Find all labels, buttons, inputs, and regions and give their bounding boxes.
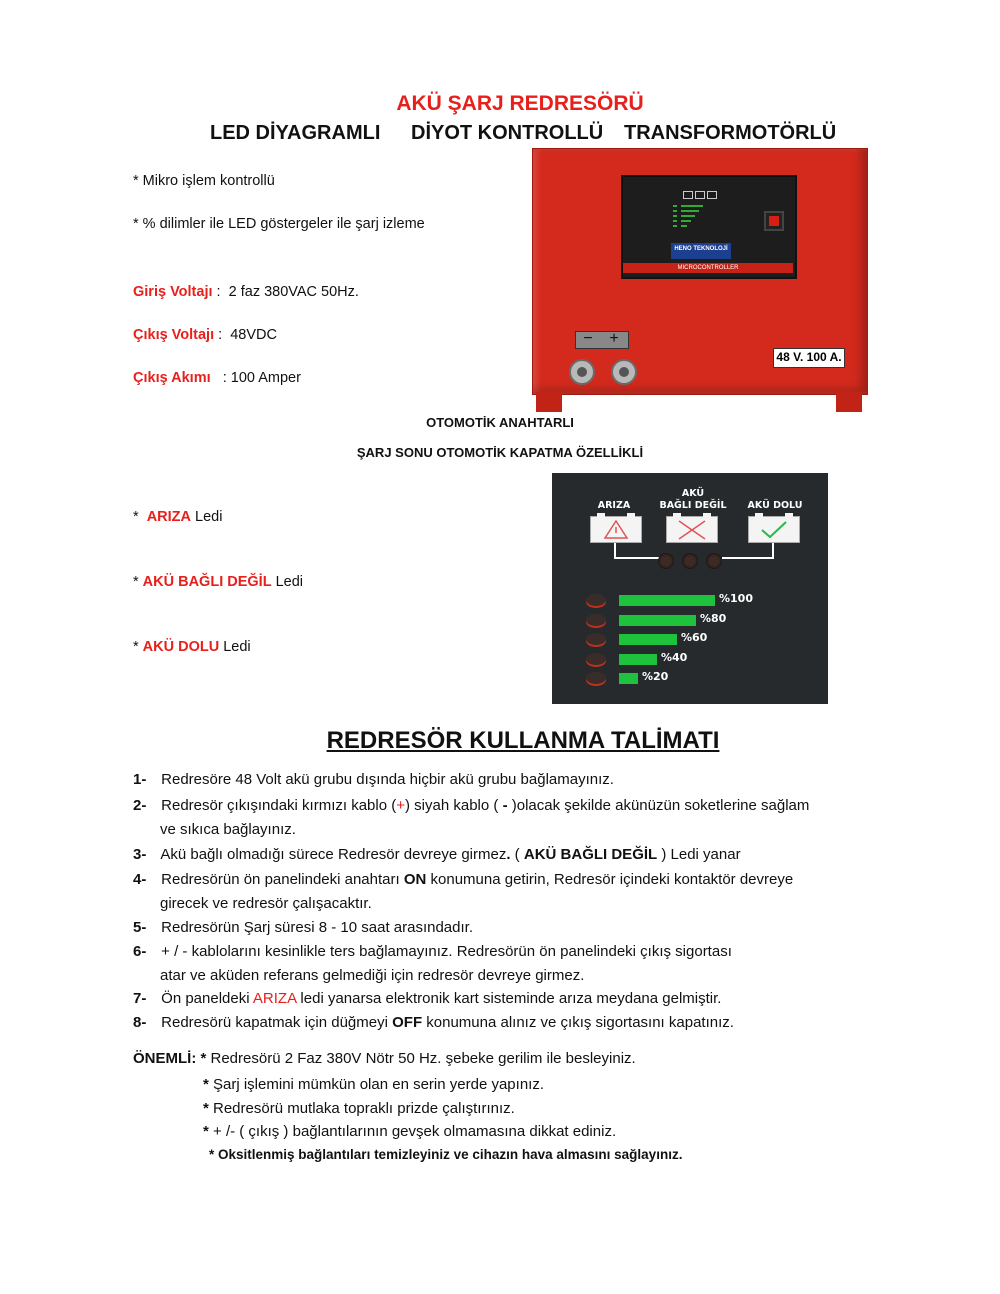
warning-icon (591, 517, 641, 542)
instruction-number: 8- (133, 1014, 147, 1031)
led-not-connected-line (133, 574, 303, 590)
panel-level-bar (681, 220, 691, 222)
instruction-text: ) Ledi yanar (657, 846, 741, 863)
panel-indicator-box (683, 191, 693, 199)
instruction-text: konumuna alınız ve çıkış sigortasını kapatınız. (422, 1014, 734, 1031)
level-led (586, 614, 606, 626)
panel-level-led (673, 210, 677, 212)
instruction-text: ( (510, 846, 524, 863)
bullet: * (196, 1050, 207, 1067)
instruction-text: ledi yanarsa elektronik kart sisteminde arıza meydana gelmiştir. (296, 990, 722, 1007)
bullet: * (209, 1147, 215, 1162)
spec-value: : 48VDC (214, 327, 277, 343)
subtitle-led: LED DİYAGRAMLI (210, 122, 381, 144)
instruction-text: konumuna getirin, Redresör içindeki kontaktör devreye (426, 871, 794, 888)
important-text: Şarj işlemini mümkün olan en serin yerde yapınız. (208, 1076, 544, 1093)
terminal-minus: − (583, 330, 593, 347)
rectifier-device-image (532, 148, 866, 414)
instruction-2 (133, 796, 809, 815)
panel-indicator-box (707, 191, 717, 199)
level-bar (619, 595, 715, 606)
subtitle-transformer: TRANSFORMOTÖRLÜ (624, 122, 837, 144)
instruction-bold: ON (403, 871, 427, 888)
spec-output-current (133, 370, 301, 386)
output-terminal (575, 331, 629, 349)
instruction-text: )olacak şekilde akünüzün soketlerine sağlam (507, 797, 810, 814)
panel-level-bar (681, 225, 687, 227)
instruction-text: Redresörü kapatmak için düğmeyi (157, 1014, 393, 1031)
brand-logo (671, 243, 731, 259)
instruction-dot: . (506, 846, 511, 863)
panel-label-strip (623, 263, 793, 273)
device-cabinet (532, 148, 868, 395)
battery-full-icon (748, 516, 800, 543)
important-line-5 (209, 1147, 682, 1162)
led-suffix: Ledi (191, 509, 223, 525)
bullet: * (133, 509, 147, 525)
level-label: %80 (700, 611, 727, 625)
instruction-5 (133, 918, 473, 937)
important-text: Oksitlenmiş bağlantıları temizleyiniz ve cihazın hava almasını sağlayınız. (214, 1147, 683, 1162)
bullet: * (133, 639, 143, 655)
instruction-text: Redresörün ön panelindeki anahtarı (157, 871, 404, 888)
instruction-3 (133, 845, 741, 864)
label-aku-dolu: AKÜ DOLU (747, 500, 803, 511)
connector-line (614, 557, 659, 559)
panel-level-bar (681, 205, 703, 207)
instruction-number: 3- (133, 846, 147, 863)
important-line-2 (203, 1076, 544, 1093)
instruction-8 (133, 1013, 734, 1032)
level-label: %40 (661, 650, 688, 664)
instruction-6-cont: atar ve aküden referans gelmediği için redresör devreye girmez. (160, 967, 585, 984)
instruction-number: 4- (133, 871, 147, 888)
panel-level-bar (681, 215, 695, 217)
instruction-number: 7- (133, 990, 147, 1007)
instruction-4-cont: girecek ve redresör çalışacaktır. (160, 895, 372, 912)
rating-plate (773, 348, 845, 368)
spec-input-voltage (133, 284, 359, 300)
auto-switch-line: OTOMOTİK ANAHTARLI (426, 415, 574, 430)
bullet: * (203, 1100, 209, 1117)
important-line-1 (133, 1050, 636, 1067)
label-bagli-degil: BAĞLI DEĞİL (659, 500, 727, 511)
battery-fault-icon (590, 516, 642, 543)
instruction-text: Akü bağlı olmadığı sürece Redresör devreye girmez (157, 846, 507, 863)
panel-label-text: MICROCONTROLLER (677, 265, 739, 271)
level-led (586, 672, 606, 684)
led-full-line (133, 639, 251, 655)
spec-label: Giriş Voltajı (133, 284, 213, 300)
important-text: Redresörü mutlaka topraklı prizde çalıştırınız. (208, 1100, 515, 1117)
instruction-6 (133, 942, 732, 961)
device-foot (836, 392, 862, 412)
spec-label: Çıkış Akımı (133, 370, 211, 386)
brand-logo-text: HENO TEKNOLOJİ (674, 246, 728, 252)
document-title: AKÜ ŞARJ REDRESÖRÜ (396, 92, 644, 115)
feature-led-indicator: * % dilimler ile LED göstergeler ile şarj izleme (133, 216, 425, 232)
instruction-text: Redresör çıkışındaki kırmızı kablo ( (157, 797, 397, 814)
led-name: AKÜ DOLU (142, 639, 220, 655)
instruction-number: 5- (133, 919, 147, 936)
spec-output-voltage (133, 327, 277, 343)
led-suffix: Ledi (271, 574, 304, 590)
spec-label: Çıkış Voltajı (133, 327, 215, 343)
panel-level-led (673, 220, 677, 222)
instruction-number: 2- (133, 797, 147, 814)
terminal-plus: + (609, 330, 619, 347)
spec-value: : 100 Amper (210, 370, 301, 386)
device-foot (536, 392, 562, 412)
instruction-1 (133, 770, 614, 789)
important-label: ÖNEMLİ: (133, 1050, 197, 1067)
level-label: %60 (681, 631, 708, 644)
spec-value: : 2 faz 380VAC 50Hz. (212, 284, 359, 300)
level-label: %100 (719, 592, 753, 605)
bullet: * (203, 1123, 209, 1140)
instruction-text: Ön paneldeki (157, 990, 253, 1007)
instruction-text: + / - kablolarını kesinlikle ters bağlamayınız. Redresörün ön panelindeki çıkış sigortası (157, 943, 732, 960)
led-name: AKÜ BAĞLI DEĞİL (142, 574, 272, 590)
level-bar (619, 634, 677, 645)
level-bar (619, 615, 696, 626)
important-line-4 (203, 1123, 616, 1140)
important-text: Redresörü 2 Faz 380V Nötr 50 Hz. şebeke gerilim ile besleyiniz. (206, 1050, 636, 1067)
label-ariza: ARIZA (597, 500, 631, 511)
instruction-7 (133, 989, 721, 1008)
level-bar (619, 673, 638, 684)
instruction-bold: OFF (392, 1014, 423, 1031)
plus-symbol: + (396, 797, 406, 814)
connector-line (722, 557, 774, 559)
cable-gland (569, 359, 595, 385)
check-icon (749, 517, 799, 542)
instruction-2-cont: ve sıkıca bağlayınız. (160, 821, 296, 838)
auto-shutoff-line: ŞARJ SONU OTOMOTİK KAPATMA ÖZELLİKLİ (356, 445, 644, 460)
panel-level-bar (681, 210, 699, 212)
bullet: * (133, 574, 143, 590)
bullet: * (203, 1076, 209, 1093)
rating-plate-text: 48 V. 100 A. (776, 350, 842, 364)
panel-indicator-box (695, 191, 705, 199)
led-suffix: Ledi (219, 639, 251, 655)
led-fault-line (133, 509, 222, 525)
instruction-text: Redresörün Şarj süresi 8 - 10 saat arasındadır. (157, 919, 473, 936)
feature-microcontroller: * Mikro işlem kontrollü (133, 173, 275, 189)
instruction-text: Redresöre 48 Volt akü grubu dışında hiçbir akü grubu bağlamayınız. (157, 771, 614, 788)
level-led (586, 653, 606, 665)
instruction-red: ARIZA (252, 990, 297, 1007)
led-name: ARIZA (146, 509, 192, 525)
panel-level-led (673, 215, 677, 217)
instruction-number: 6- (133, 943, 147, 960)
minus-symbol: - (502, 797, 508, 814)
cable-gland (611, 359, 637, 385)
power-switch (764, 211, 784, 231)
led-ariza (658, 553, 674, 569)
level-bar (619, 654, 657, 665)
instruction-text: ) siyah kablo ( (405, 797, 503, 814)
panel-level-led (673, 225, 677, 227)
label-aku: AKÜ (681, 488, 705, 499)
battery-disconnected-icon (666, 516, 718, 543)
instruction-4 (133, 870, 793, 889)
level-led (586, 633, 606, 645)
instruction-number: 1- (133, 771, 147, 788)
level-label: %20 (642, 670, 669, 683)
led-diagram-image (552, 473, 828, 704)
subtitle-diode: DİYOT KONTROLLÜ (411, 122, 604, 144)
level-led (586, 594, 606, 606)
panel-level-led (673, 205, 677, 207)
instructions-heading: REDRESÖR KULLANMA TALİMATI (326, 727, 720, 754)
cross-icon (667, 517, 717, 542)
important-text: + /- ( çıkış ) bağlantılarının gevşek olmamasına dikkat ediniz. (208, 1123, 617, 1140)
led-dolu (706, 553, 722, 569)
led-bagli-degil (682, 553, 698, 569)
important-line-3 (203, 1100, 515, 1117)
instruction-bold: AKÜ BAĞLI DEĞİL (523, 846, 658, 863)
